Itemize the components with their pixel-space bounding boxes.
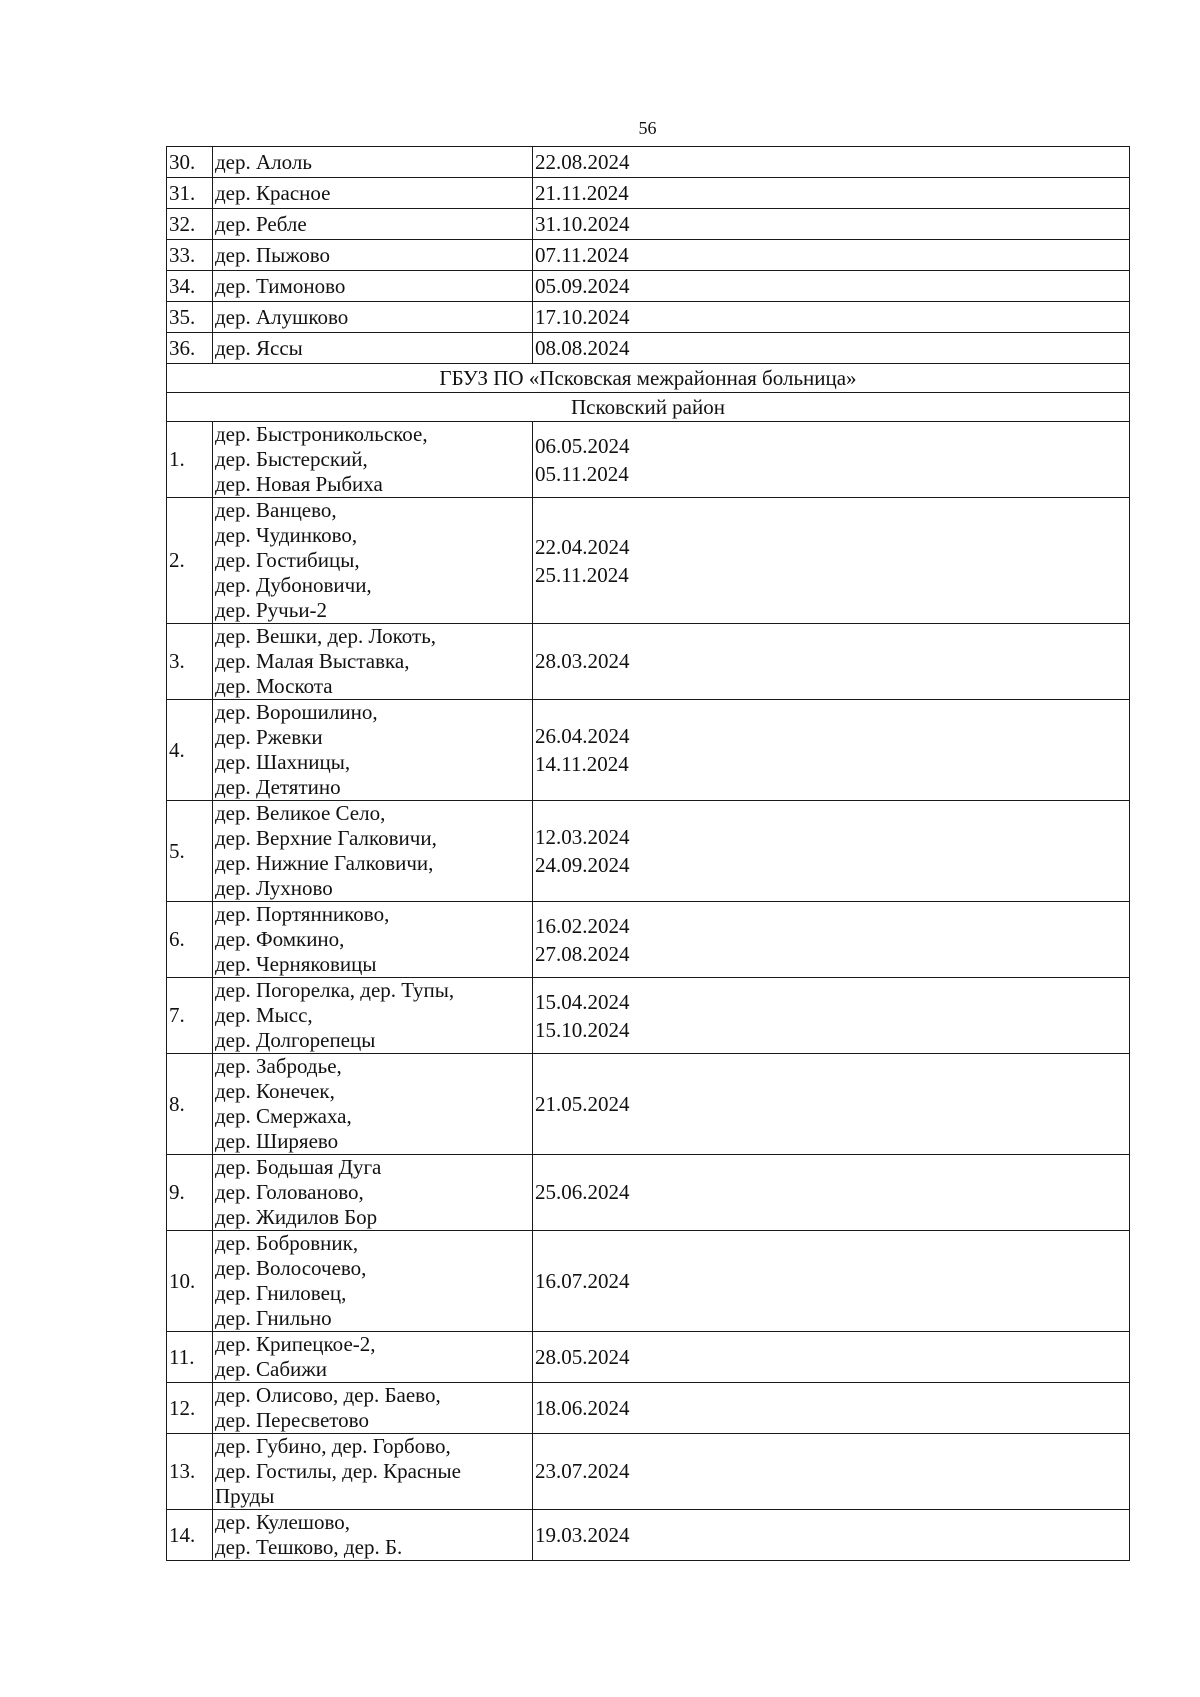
visit-dates xyxy=(533,1054,1130,1155)
row-number: 14. xyxy=(167,1510,213,1561)
row-number: 13. xyxy=(167,1434,213,1510)
visit-dates xyxy=(533,624,1130,700)
visit-date-list xyxy=(535,1180,1127,1205)
settlement-name: дер. Конечек, xyxy=(215,1079,335,1103)
organization-header-row xyxy=(167,364,1130,393)
visit-date: 22.08.2024 xyxy=(533,147,1130,178)
row-number: 8. xyxy=(167,1054,213,1155)
visit-dates xyxy=(533,422,1130,498)
visit-dates xyxy=(533,498,1130,624)
settlement-name: дер. Алушково xyxy=(213,302,533,333)
settlement-name: дер. Яссы xyxy=(213,333,533,364)
row-number: 3. xyxy=(167,624,213,700)
settlement-name: дер. Великое Село, xyxy=(215,801,386,825)
settlement-list xyxy=(213,498,533,624)
visit-date-list xyxy=(535,1396,1127,1421)
visit-date-list xyxy=(535,988,1127,1044)
visit-date-list xyxy=(535,1523,1127,1548)
settlement-list xyxy=(213,1155,533,1231)
row-number: 11. xyxy=(167,1332,213,1383)
settlement-name: дер. Сабижи xyxy=(215,1357,328,1381)
settlement-name: дер. Черняковицы xyxy=(215,952,377,976)
row-number: 32. xyxy=(167,209,213,240)
settlement-name: дер. Ручьи-2 xyxy=(215,598,328,622)
visit-date-list xyxy=(535,649,1127,674)
row-number: 1. xyxy=(167,422,213,498)
settlement-list xyxy=(213,978,533,1054)
visit-date: 05.09.2024 xyxy=(533,271,1130,302)
table-row xyxy=(167,902,1130,978)
settlement-list xyxy=(213,700,533,801)
settlement-name: дер. Волосочево, xyxy=(215,1256,367,1280)
settlement-name: дер. Детятино xyxy=(215,775,341,799)
settlement-name: дер. Ребле xyxy=(213,209,533,240)
district-header: Псковский район xyxy=(167,393,1130,422)
visit-date: 22.04.2024 xyxy=(535,534,630,559)
settlement-name: дер. Мысс, xyxy=(215,1003,313,1027)
visit-dates xyxy=(533,902,1130,978)
row-number: 2. xyxy=(167,498,213,624)
visit-date-list xyxy=(535,1345,1127,1370)
visit-date: 31.10.2024 xyxy=(533,209,1130,240)
settlement-name: дер. Жидилов Бор xyxy=(215,1205,378,1229)
settlement-name: дер. Лухново xyxy=(215,876,333,900)
settlement-name: дер. Тешково, дер. Б. xyxy=(215,1535,403,1559)
settlement-name: дер. Фомкино, xyxy=(215,927,345,951)
settlement-name: дер. Вешки, дер. Локоть, xyxy=(215,624,437,648)
visit-date: 07.11.2024 xyxy=(533,240,1130,271)
row-number: 33. xyxy=(167,240,213,271)
settlement-list xyxy=(213,1332,533,1383)
table-row xyxy=(167,498,1130,624)
visit-date: 16.02.2024 xyxy=(535,913,630,938)
visit-dates xyxy=(533,1155,1130,1231)
settlement-name: дер. Быстерский, xyxy=(215,447,368,471)
schedule-table xyxy=(166,146,1130,1561)
visit-date: 16.07.2024 xyxy=(535,1268,630,1293)
settlement-name: Пруды xyxy=(215,1484,275,1508)
row-number: 31. xyxy=(167,178,213,209)
visit-date: 12.03.2024 xyxy=(535,825,630,849)
settlement-name: дер. Бодьшая Дуга xyxy=(215,1155,382,1179)
visit-date: 08.08.2024 xyxy=(533,333,1130,364)
district-header-row xyxy=(167,393,1130,422)
settlement-name: дер. Голованово, xyxy=(215,1180,364,1204)
table-row xyxy=(167,801,1130,902)
row-number: 5. xyxy=(167,801,213,902)
visit-date: 28.05.2024 xyxy=(535,1344,630,1369)
settlement-name: дер. Чудинково, xyxy=(215,523,358,547)
visit-dates xyxy=(533,1231,1130,1332)
settlement-list xyxy=(213,624,533,700)
settlement-name: дер. Быстроникольское, xyxy=(215,422,428,446)
table-row xyxy=(167,1054,1130,1155)
visit-dates xyxy=(533,978,1130,1054)
table-row xyxy=(167,978,1130,1054)
settlement-name: дер. Гостибицы, xyxy=(215,548,360,572)
visit-date: 18.06.2024 xyxy=(535,1395,630,1420)
table-row xyxy=(167,1231,1130,1332)
settlement-name: дер. Забродье, xyxy=(215,1054,342,1078)
settlement-name: дер. Тимоново xyxy=(213,271,533,302)
visit-date-list xyxy=(535,823,1127,879)
row-number: 10. xyxy=(167,1231,213,1332)
visit-date-list xyxy=(535,1459,1127,1484)
visit-date: 17.10.2024 xyxy=(533,302,1130,333)
organization-header: ГБУЗ ПО «Псковская межрайонная больница» xyxy=(167,364,1130,393)
table-row xyxy=(167,624,1130,700)
table-row xyxy=(167,1434,1130,1510)
settlement-list xyxy=(213,422,533,498)
schedule-table-body xyxy=(167,147,1130,1561)
visit-date: 25.11.2024 xyxy=(535,562,629,587)
table-row xyxy=(167,147,1130,178)
visit-dates xyxy=(533,801,1130,902)
table-row xyxy=(167,178,1130,209)
visit-date: 23.07.2024 xyxy=(535,1459,630,1483)
visit-date: 06.05.2024 xyxy=(535,433,630,458)
settlement-list xyxy=(213,902,533,978)
table-row xyxy=(167,333,1130,364)
visit-dates xyxy=(533,1332,1130,1383)
table-row xyxy=(167,1155,1130,1231)
visit-dates xyxy=(533,700,1130,801)
settlement-name: дер. Пересветово xyxy=(215,1408,369,1432)
row-number: 7. xyxy=(167,978,213,1054)
settlement-name: дер. Шахницы, xyxy=(215,750,351,774)
settlement-name: дер. Олисово, дер. Баево, xyxy=(215,1383,441,1407)
row-number: 35. xyxy=(167,302,213,333)
row-number: 34. xyxy=(167,271,213,302)
settlement-name: дер. Москота xyxy=(215,674,333,698)
table-row xyxy=(167,1383,1130,1434)
table-row xyxy=(167,1332,1130,1383)
table-row xyxy=(167,302,1130,333)
settlement-name: дер. Гниловец, xyxy=(215,1281,347,1305)
table-row xyxy=(167,209,1130,240)
settlement-name: дер. Губино, дер. Горбово, xyxy=(215,1434,451,1458)
row-number: 36. xyxy=(167,333,213,364)
settlement-list xyxy=(213,1054,533,1155)
visit-date: 25.06.2024 xyxy=(535,1180,630,1204)
settlement-name: дер. Гостилы, дер. Красные xyxy=(215,1459,461,1483)
visit-date-list xyxy=(535,432,1127,488)
row-number: 30. xyxy=(167,147,213,178)
settlement-name: дер. Долгорепецы xyxy=(215,1028,376,1052)
visit-date: 15.04.2024 xyxy=(535,989,630,1014)
row-number: 12. xyxy=(167,1383,213,1434)
settlement-name: дер. Нижние Галковичи, xyxy=(215,851,434,875)
table-row xyxy=(167,700,1130,801)
settlement-list xyxy=(213,1434,533,1510)
visit-date: 26.04.2024 xyxy=(535,724,630,748)
row-number: 9. xyxy=(167,1155,213,1231)
page-number: 56 xyxy=(638,118,657,138)
row-number: 4. xyxy=(167,700,213,801)
settlement-name: дер. Дубоновичи, xyxy=(215,573,372,597)
visit-date-list xyxy=(535,533,1127,589)
settlement-name: дер. Гнильно xyxy=(215,1306,332,1330)
settlement-name: дер. Пыжово xyxy=(213,240,533,271)
settlement-name: дер. Ширяево xyxy=(215,1129,339,1153)
visit-dates xyxy=(533,1510,1130,1561)
settlement-name: дер. Новая Рыбиха xyxy=(215,472,383,496)
visit-date-list xyxy=(535,912,1127,968)
visit-date: 21.11.2024 xyxy=(533,178,1130,209)
table-row xyxy=(167,1510,1130,1561)
visit-date-list xyxy=(535,1092,1127,1117)
visit-date: 28.03.2024 xyxy=(535,649,630,673)
settlement-name: дер. Смержаха, xyxy=(215,1104,352,1128)
settlement-name: дер. Крипецкое-2, xyxy=(215,1332,376,1356)
table-row xyxy=(167,422,1130,498)
settlement-name: дер. Ржевки xyxy=(215,725,323,749)
settlement-list xyxy=(213,1231,533,1332)
visit-date: 21.05.2024 xyxy=(535,1091,630,1116)
settlement-name: дер. Погорелка, дер. Тупы, xyxy=(215,978,455,1002)
visit-date: 24.09.2024 xyxy=(535,853,630,877)
settlement-name: дер. Ванцево, xyxy=(215,498,337,522)
settlement-name: дер. Кулешово, xyxy=(215,1510,351,1534)
settlement-name: дер. Портянниково, xyxy=(215,902,390,926)
table-row xyxy=(167,240,1130,271)
settlement-name: дер. Бобровник, xyxy=(215,1231,359,1255)
visit-date: 19.03.2024 xyxy=(535,1522,630,1547)
visit-date: 15.10.2024 xyxy=(535,1017,630,1042)
visit-date: 05.11.2024 xyxy=(535,461,629,486)
row-number: 6. xyxy=(167,902,213,978)
visit-dates xyxy=(533,1383,1130,1434)
visit-date-list xyxy=(535,722,1127,778)
settlement-name: дер. Верхние Галковичи, xyxy=(215,826,437,850)
visit-dates xyxy=(533,1434,1130,1510)
visit-date: 27.08.2024 xyxy=(535,941,630,966)
settlement-list xyxy=(213,1510,533,1561)
visit-date: 14.11.2024 xyxy=(535,752,629,776)
table-row xyxy=(167,271,1130,302)
settlement-name: дер. Красное xyxy=(213,178,533,209)
settlement-list xyxy=(213,1383,533,1434)
visit-date-list xyxy=(535,1269,1127,1294)
settlement-name: дер. Ворошилино, xyxy=(215,700,378,724)
settlement-name: дер. Малая Выставка, xyxy=(215,649,410,673)
settlement-list xyxy=(213,801,533,902)
settlement-name: дер. Алоль xyxy=(213,147,533,178)
